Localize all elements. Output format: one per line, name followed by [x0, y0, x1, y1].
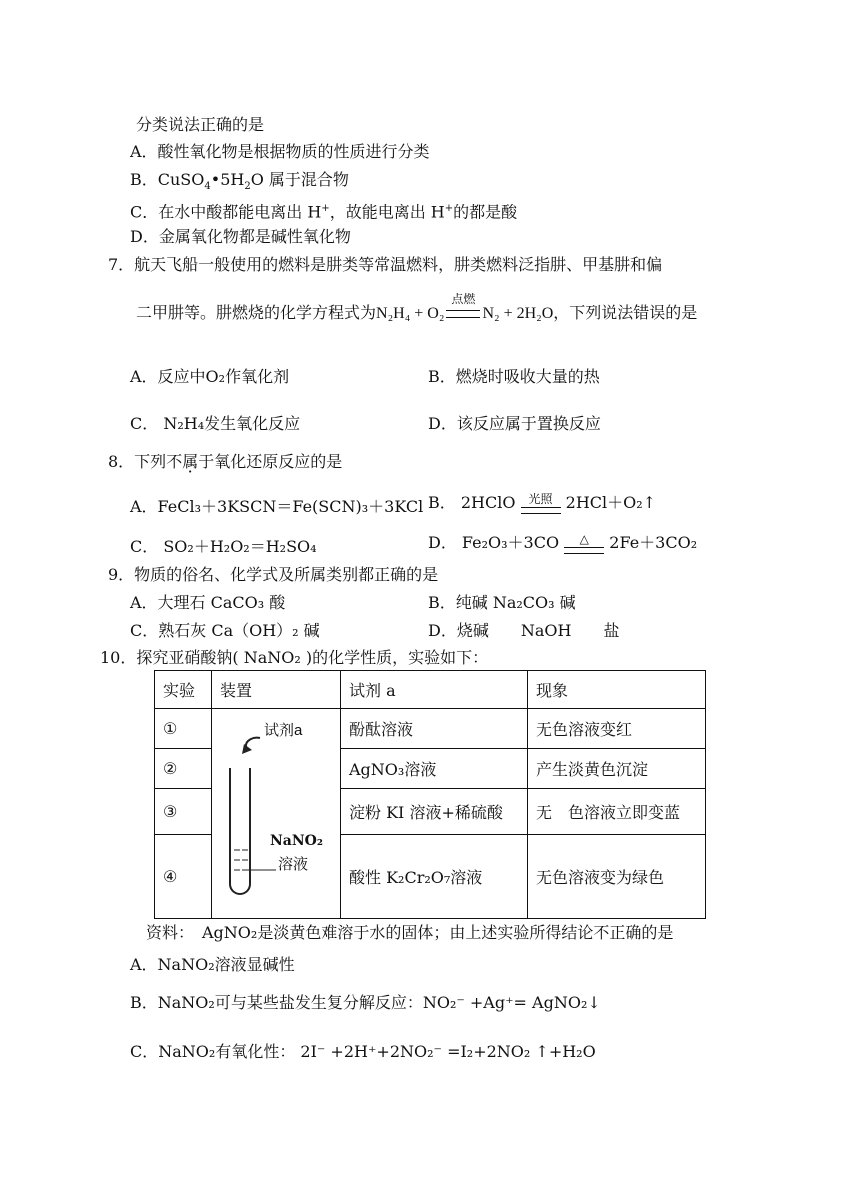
q10-option-a: A．NaNO₂溶液显碱性: [130, 955, 295, 974]
experiment-number: ④: [155, 835, 212, 919]
q10-material: 资料： AgNO₂是淡黄色难溶于水的固体；由上述实验所得结论不正确的是: [146, 923, 674, 942]
table-row: [155, 709, 706, 749]
reagent-label: 试剂a: [264, 722, 303, 739]
equals-sign: [446, 310, 480, 318]
solution-label: 溶液: [278, 855, 309, 873]
phenomenon-cell: 产生淡黄色沉淀: [528, 749, 706, 789]
q8-option-a: A．FeCl₃＋3KSCN＝Fe(SCN)₃＋3KCl: [130, 497, 424, 516]
reagent-cell: AgNO₃溶液: [341, 749, 528, 789]
q9-option-a: A．大理石 CaCO₃ 酸: [130, 593, 286, 612]
q9-option-c: C．熟石灰 Ca（OH）₂ 碱: [130, 621, 320, 640]
emphasis-text: 不属于: [166, 452, 215, 471]
q9-option-b: B．纯碱 Na₂CO₃ 碱: [428, 593, 576, 612]
experiment-table: [154, 670, 706, 919]
q7-stem-line1: 7．航天飞船一般使用的燃料是肼类等常温燃料，肼类燃料泛指肼、甲基肼和偏: [108, 255, 663, 274]
q6-option-c: C．在水中酸都能电离出 H+，故能电离出 H+的都是酸: [130, 202, 518, 222]
phenomenon-cell: 无 色溶液立即变蓝: [528, 789, 706, 835]
q6-stem-cont: 分类说法正确的是: [136, 115, 265, 134]
table-header: 实验: [155, 671, 212, 709]
q6-option-a: A．酸性氧化物是根据物质的性质进行分类: [130, 142, 430, 161]
reaction-condition: △: [579, 532, 589, 546]
test-tube-icon: [230, 768, 250, 894]
q6-option-d: D．金属氧化物都是碱性氧化物: [130, 227, 351, 246]
q6-option-b: B．$CuSO_4•5H_2O$ 属于混合物: [130, 170, 349, 193]
table-header: 装置: [212, 671, 341, 709]
table-header: 试剂 a: [341, 671, 528, 709]
table-header: 现象: [528, 671, 706, 709]
q7-option-c: C． N₂H₄发生氧化反应: [130, 414, 301, 433]
experiment-number: ②: [155, 749, 212, 789]
q7-option-d: D．该反应属于置换反应: [428, 414, 601, 433]
solution-formula-label: NaNO₂: [270, 833, 323, 849]
q9-option-d: D．烧碱 NaOH 盐: [428, 621, 620, 640]
phenomenon-cell: 无色溶液变为绿色: [528, 835, 706, 919]
reagent-cell: 酸性 K₂Cr₂O₇溶液: [341, 835, 528, 919]
q10-stem: 10．探究亚硝酸钠( NaNO₂ )的化学性质，实验如下：: [100, 648, 489, 667]
q8-option-d: D． Fe₂O₃＋3CO △ 2Fe＋3CO₂: [428, 532, 698, 552]
q10-option-c: C．NaNO₂有氧化性： 2I⁻ +2H⁺+2NO₂⁻ =I₂+2NO₂ ↑+H₂O: [130, 1042, 596, 1061]
apparatus-cell: [212, 709, 341, 919]
reagent-cell: 淀粉 KI 溶液+稀硫酸: [341, 789, 528, 835]
q8-stem: 8．下列不属于氧化还原反应的是: [108, 452, 343, 471]
q7-option-a: A．反应中O₂作氧化剂: [130, 367, 290, 386]
reagent-cell: 酚酞溶液: [341, 709, 528, 749]
q7-stem-line2: 二甲肼等。肼燃烧的化学方程式为N₂H₄ + O₂ 点燃 N₂ + 2H₂O，下列说法错误的是: [136, 302, 697, 325]
arrow-head-icon: [242, 744, 252, 754]
reaction-condition: 点燃: [451, 292, 476, 306]
q10-option-b: B．NaNO₂可与某些盐发生复分解反应：NO₂⁻ +Ag⁺= AgNO₂↓: [130, 993, 601, 1012]
experiment-number: ①: [155, 709, 212, 749]
q8-option-b: B． 2HClO 光照 2HCl＋O₂↑: [428, 492, 657, 512]
reaction-condition: 光照: [528, 492, 553, 506]
q7-option-b: B．燃烧时吸收大量的热: [428, 367, 600, 386]
table-header-row: [155, 671, 706, 709]
experiment-number: ③: [155, 789, 212, 835]
test-tube-diagram: [220, 726, 332, 902]
q8-option-c: C． SO₂＋H₂O₂＝H₂SO₄: [130, 537, 317, 556]
phenomenon-cell: 无色溶液变红: [528, 709, 706, 749]
q9-stem: 9．物质的俗名、化学式及所属类别都正确的是: [108, 565, 439, 584]
